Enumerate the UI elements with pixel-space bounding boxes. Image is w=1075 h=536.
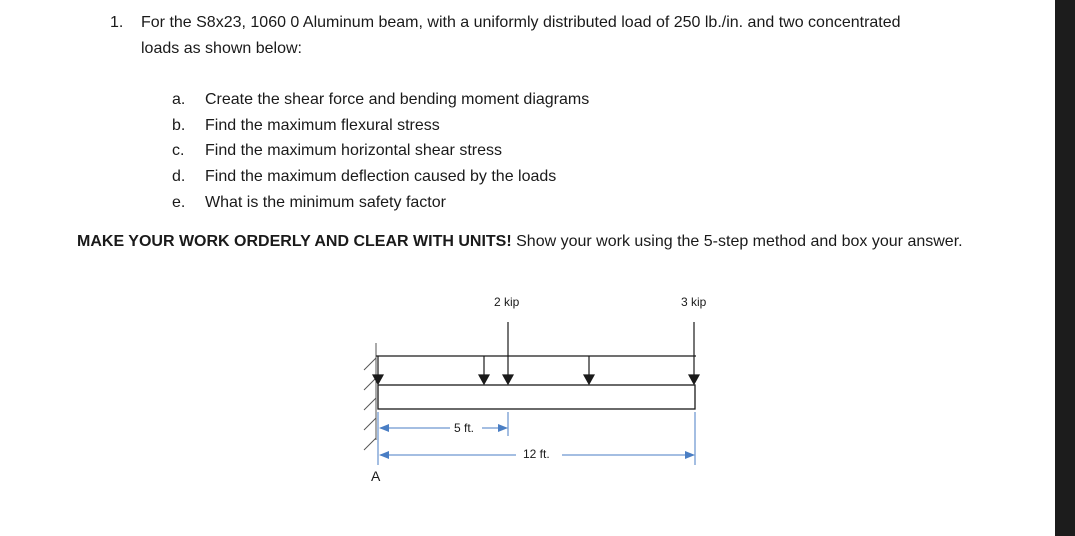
task-letter-b: b.: [172, 117, 186, 134]
task-c: Find the maximum horizontal shear stress: [205, 142, 502, 159]
dim-12ft-label: 12 ft.: [523, 447, 550, 461]
task-e: What is the minimum safety factor: [205, 194, 446, 211]
task-letter-d: d.: [172, 168, 186, 185]
instructions-normal: Show your work using the 5-step method and box your answer.: [511, 233, 963, 250]
load-3kip-label: 3 kip: [681, 295, 707, 309]
instructions-bold: MAKE YOUR WORK ORDERLY AND CLEAR WITH UNITS!: [77, 233, 512, 250]
support-a-label: A: [371, 468, 381, 484]
fixed-support-hatching: [364, 343, 376, 450]
problem-statement-line-1: For the S8x23, 1060 0 Aluminum beam, with a uniformly distributed load of 250 lb./in. and two concentrated: [141, 14, 901, 31]
task-letter-a: a.: [172, 91, 186, 108]
task-a: Create the shear force and bending moment diagrams: [205, 91, 590, 108]
problem-statement-line-2: loads as shown below:: [141, 40, 302, 57]
problem-number: 1.: [110, 14, 124, 31]
dim-5ft-label: 5 ft.: [454, 421, 475, 435]
task-b: Find the maximum flexural stress: [205, 117, 440, 134]
task-letter-c: c.: [172, 142, 185, 159]
task-letter-e: e.: [172, 194, 186, 211]
concentrated-load-3kip-arrow: [689, 322, 699, 384]
concentrated-load-2kip-arrow: [503, 322, 513, 384]
task-d: Find the maximum deflection caused by the loads: [205, 168, 557, 185]
beam: [378, 385, 695, 409]
load-arrows: [373, 356, 594, 384]
load-2kip-label: 2 kip: [494, 295, 520, 309]
